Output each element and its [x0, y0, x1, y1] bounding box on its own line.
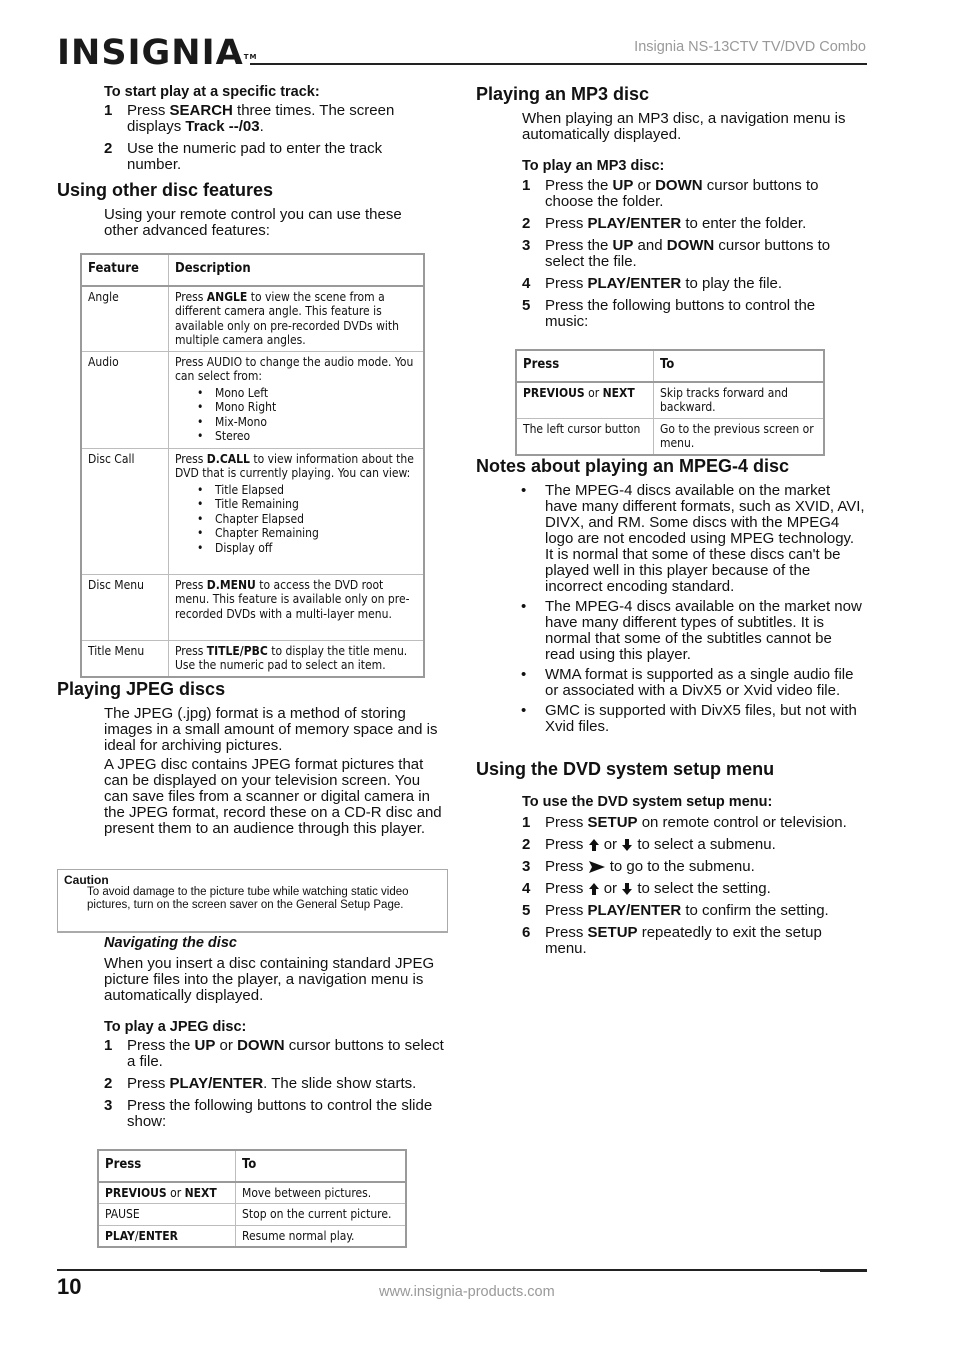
play-mp3-heading: To play an MP3 disc:: [522, 158, 665, 174]
caution-box: [57, 869, 448, 933]
table-header: To: [654, 350, 825, 382]
list-item: 1 Press SETUP on remote control or television.: [522, 814, 847, 831]
other-features-intro: Using your remote control you can use these other advanced features:: [104, 206, 402, 239]
table-row: PREVIOUS or NEXT Skip tracks forward and backward.: [516, 382, 824, 419]
mp3-heading: Playing an MP3 disc: [476, 84, 650, 104]
brand-logo: INSIGNIA™: [57, 33, 258, 73]
list-item: 1 Press SEARCH three times. The screen displays Track --/03.: [104, 102, 395, 135]
navigating-heading: Navigating the disc: [104, 935, 237, 951]
other-features-heading: Using other disc features: [57, 180, 274, 200]
table-row: The left cursor button Go to the previous screen or menu.: [516, 418, 824, 455]
play-jpeg-heading: To play a JPEG disc:: [104, 1019, 247, 1035]
jpeg-heading: Playing JPEG discs: [57, 679, 226, 699]
caution-text: To avoid damage to the picture tube while watching static video pictures, turn on the screen saver on the General Setup Page.: [87, 886, 409, 911]
list-item: 5 Press the following buttons to control the music:: [522, 297, 816, 330]
up-arrow-icon: [588, 882, 600, 896]
table-row: PLAY/ENTER Resume normal play.: [98, 1225, 406, 1247]
list-item: 3 Press the UP and DOWN cursor buttons to select the file.: [522, 237, 831, 270]
list-item: 2 Use the numeric pad to enter the track number.: [104, 140, 383, 173]
footer-url: www.insignia-products.com: [379, 1284, 555, 1300]
mp3-intro: When playing an MP3 disc, a navigation menu is automatically displayed.: [522, 110, 846, 143]
list-item: 3 Press the following buttons to control the slide show:: [104, 1097, 433, 1130]
header-title: Insignia NS-13CTV TV/DVD Combo: [634, 39, 866, 55]
down-arrow-icon: [621, 838, 633, 852]
play-mp3-steps: [522, 178, 862, 336]
down-arrow-icon: [621, 882, 633, 896]
features-table: [80, 253, 425, 678]
footer-rule-accent: [820, 1269, 867, 1272]
table-row: Disc Menu Press D.MENU to access the DVD root menu. This feature is available only on pre-recorded DVDs with a multi-layer menu.: [81, 574, 424, 640]
play-jpeg-steps: [104, 1038, 444, 1136]
list-item: 2 Press PLAY/ENTER to enter the folder.: [522, 215, 807, 232]
header-rule: [250, 63, 867, 65]
specific-track-heading: To start play at a specific track:: [104, 84, 320, 100]
table-row: Angle Press ANGLE to view the scene from a different camera angle. This feature is available only on pre-recorded DVDs with multiple camera angles.: [81, 286, 424, 352]
footer-rule: [57, 1269, 867, 1271]
table-row: PREVIOUS or NEXT Move between pictures.: [98, 1182, 406, 1204]
mp3-controls-table: [515, 349, 825, 456]
list-item: 1 Press the UP or DOWN cursor buttons to choose the folder.: [522, 177, 819, 210]
table-header: Feature: [81, 254, 169, 286]
table-header: Press: [516, 350, 654, 382]
jpeg-paragraph-2: A JPEG disc contains JPEG format pictures that can be displayed on your television screen. You can save files from a scanner or digital camera in the JPEG format, record these on a CD-R disc and present them to an audience through this player.: [104, 756, 442, 837]
list-item: 3 Press to go to the submenu.: [522, 858, 755, 875]
list-item: 2 Press PLAY/ENTER. The slide show starts.: [104, 1075, 417, 1092]
table-row: PAUSE Stop on the current picture.: [98, 1204, 406, 1226]
list-item: • WMA format is supported as a single audio file or associated with a DivX5 or Xvid video file.: [521, 667, 866, 699]
setup-sub-heading: To use the DVD system setup menu:: [522, 794, 773, 810]
table-row: Disc Call Press D.CALL to view information about the DVD that is currently playing. You can view: • Title Elapsed • Title Remaining • Chapter Elapsed • Chapter Remaining • Display off: [81, 448, 424, 574]
mpeg4-heading: Notes about playing an MPEG-4 disc: [476, 456, 790, 476]
navigating-text: When you insert a disc containing standard JPEG picture files into the player, a navigation menu is automatically displayed.: [104, 955, 435, 1004]
list-item: 5 Press PLAY/ENTER to confirm the setting.: [522, 902, 829, 919]
jpeg-paragraph-1: The JPEG (.jpg) format is a method of storing images in a small amount of memory space and is ideal for archiving pictures.: [104, 705, 438, 754]
table-header: Press: [98, 1150, 236, 1182]
list-item: • GMC is supported with DivX5 files, but not with Xvid files.: [521, 703, 866, 735]
table-row: Title Menu Press TITLE/PBC to display the title menu. Use the numeric pad to select an item.: [81, 640, 424, 677]
list-item: 2 Press or to select a submenu.: [522, 836, 776, 853]
list-item: 4 Press PLAY/ENTER to play the file.: [522, 275, 783, 292]
mpeg4-notes: [521, 483, 866, 739]
caution-label: Caution: [64, 873, 109, 887]
table-header: Description: [169, 254, 425, 286]
page-number: 10: [57, 1274, 82, 1299]
specific-track-steps: [104, 103, 434, 179]
list-item: 4 Press or to select the setting.: [522, 880, 771, 897]
list-item: 1 Press the UP or DOWN cursor buttons to select a file.: [104, 1037, 444, 1070]
table-header: To: [236, 1150, 407, 1182]
list-item: 6 Press SETUP repeatedly to exit the setup menu.: [522, 924, 822, 957]
up-arrow-icon: [588, 838, 600, 852]
setup-steps: [522, 815, 867, 963]
list-item: • The MPEG-4 discs available on the market now have many different types of subtitles. It is normal that some of the subtitles cannot be read using this player.: [521, 599, 866, 663]
list-item: • The MPEG-4 discs available on the market have many different formats, such as XVID, AVI, DIVX, and RM. Some discs with the MPEG4 logo are not encoded using MPEG technology. It is normal that some of these discs can't be played well in this player because of the incorrect encoding standard.: [521, 483, 866, 595]
right-arrow-icon: [588, 860, 606, 874]
table-row: Audio Press AUDIO to change the audio mode. You can select from: • Mono Left • Mono Right • Mix-Mono • Stereo: [81, 351, 424, 448]
setup-heading: Using the DVD system setup menu: [476, 759, 775, 779]
jpeg-controls-table: [97, 1149, 407, 1248]
